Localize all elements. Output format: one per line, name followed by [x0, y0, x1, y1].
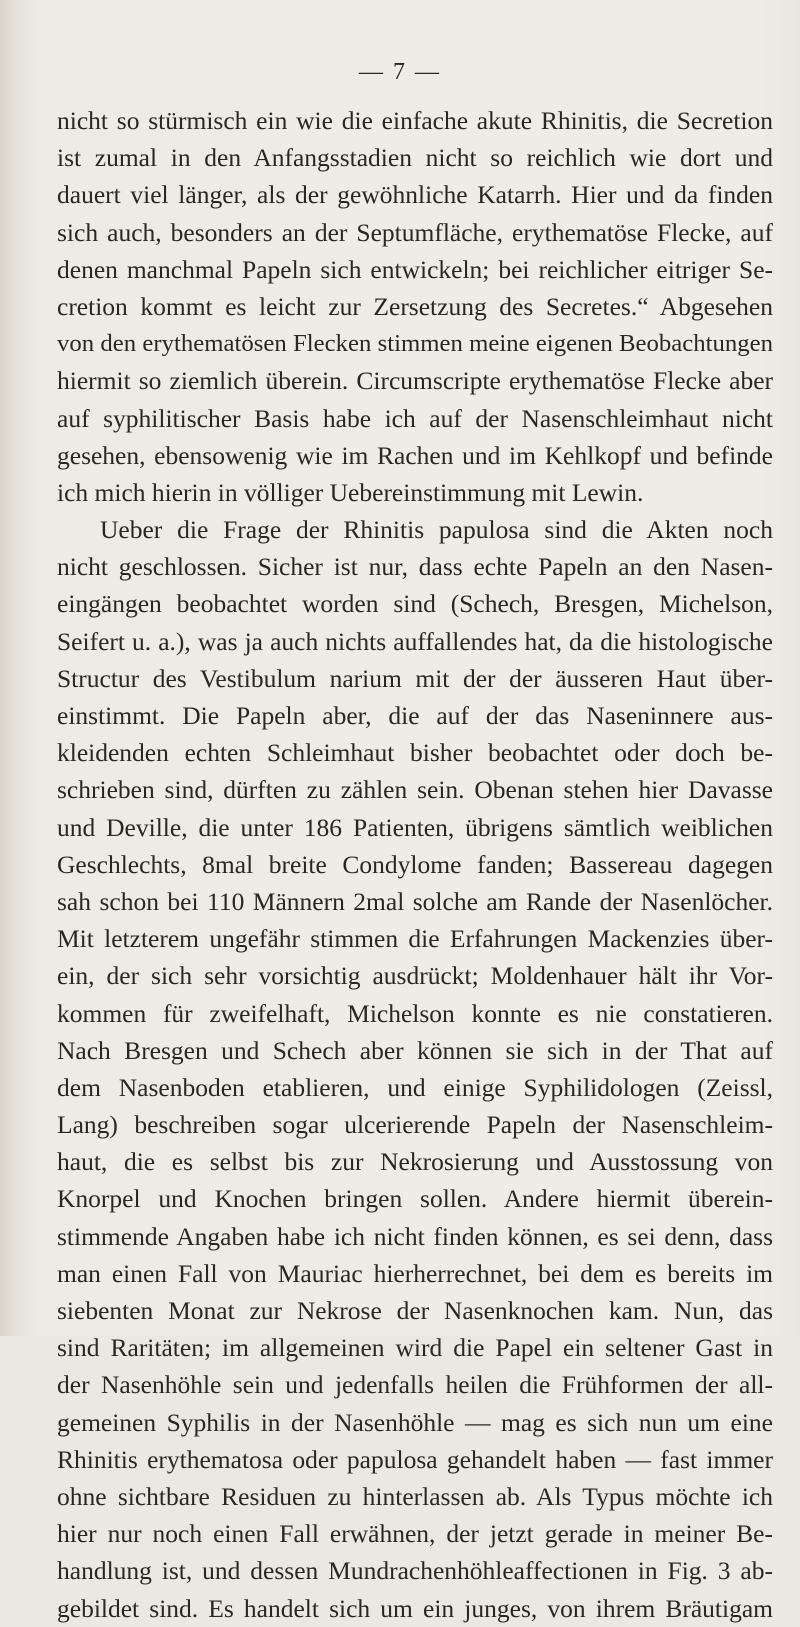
text-line: sah schon bei 110 Männern 2mal solche am Rande der Nasenlöcher.	[57, 886, 773, 916]
text-line: cretion kommt es leicht zur Zersetzung des Secretes.“ Abgesehen	[57, 291, 773, 321]
text-line: handlung ist, und dessen Mundrachenhöhleaffectionen in Fig. 3 ab-	[57, 1556, 773, 1586]
text-line: eingängen beobachtet worden sind (Schech, Bresgen, Michelson,	[57, 589, 773, 619]
text-line: gebildet sind. Es handelt sich um ein junges, von ihrem Bräutigam	[57, 1593, 773, 1623]
text-line: ist zumal in den Anfangsstadien nicht so reichlich wie dort und	[57, 143, 773, 173]
text-line: dem Nasenboden etablieren, und einige Syphilidologen (Zeissl,	[57, 1072, 773, 1102]
page-number: — 7 —	[359, 59, 441, 85]
text-line: von den erythematösen Flecken stimmen meine eigenen Beobachtungen	[57, 330, 773, 358]
text-line: stimmende Angaben habe ich nicht finden können, es sei denn, dass	[57, 1221, 773, 1251]
text-line: und Deville, die unter 186 Patienten, übrigens sämtlich weiblichen	[57, 812, 773, 842]
text-line: Mit letzterem ungefähr stimmen die Erfahrungen Mackenzies über-	[57, 924, 773, 954]
text-line: haut, die es selbst bis zur Nekrosierung und Ausstossung von	[57, 1147, 773, 1177]
text-line: Nach Bresgen und Schech aber können sie sich in der That auf	[57, 1035, 773, 1065]
text-line: gesehen, ebensowenig wie im Rachen und im Kehlkopf und befinde	[57, 440, 773, 470]
text-line: kommen für zweifelhaft, Michelson konnte es nie constatieren.	[57, 998, 773, 1028]
text-line: Geschlechts, 8mal breite Condylome fanden; Bassereau dagegen	[57, 849, 773, 879]
text-line: ohne sichtbare Residuen zu hinterlassen ab. Als Typus möchte ich	[57, 1481, 773, 1511]
text-line: Ueber die Frage der Rhinitis papulosa sind die Akten noch	[100, 515, 773, 545]
text-line: kleidenden echten Schleimhaut bisher beobachtet oder doch be-	[57, 738, 773, 768]
text-line: Seifert u. a.), was ja auch nichts auffallendes hat, da die histologische	[57, 626, 773, 656]
text-line: siebenten Monat zur Nekrose der Nasenknochen kam. Nun, das	[57, 1296, 773, 1325]
text-line: nicht so stürmisch ein wie die einfache akute Rhinitis, die Secretion	[57, 106, 773, 135]
text-line: Structur des Vestibulum narium mit der der äusseren Haut über-	[57, 663, 773, 693]
text-line: hiermit so ziemlich überein. Circumscripte erythematöse Flecke aber	[57, 366, 773, 396]
text-line: man einen Fall von Mauriac hierherrechnet, bei dem es bereits im	[57, 1258, 773, 1288]
text-line: Lang) beschreiben sogar ulcerierende Papeln der Nasenschleim-	[57, 1110, 773, 1140]
body-text	[57, 102, 773, 1627]
text-line: dauert viel länger, als der gewöhnliche Katarrh. Hier und da finden	[57, 180, 773, 210]
text-line: gemeinen Syphilis in der Nasenhöhle — mag es sich nun um eine	[57, 1407, 773, 1437]
text-line: sich auch, besonders an der Septumfläche, erythematöse Flecke, auf	[57, 217, 773, 247]
text-line: einstimmt. Die Papeln aber, die auf der das Naseninnere aus-	[57, 701, 773, 730]
text-line: denen manchmal Papeln sich entwickeln; bei reichlicher eitriger Se-	[57, 254, 773, 284]
text-line: sind Raritäten; im allgemeinen wird die Papel ein seltener Gast in	[57, 1333, 773, 1363]
text-line: nicht geschlossen. Sicher ist nur, dass echte Papeln an den Nasen-	[57, 552, 773, 582]
text-line: Rhinitis erythematosa oder papulosa gehandelt haben — fast immer	[57, 1444, 773, 1474]
text-line: Knorpel und Knochen bringen sollen. Andere hiermit überein-	[57, 1184, 773, 1214]
text-line: auf syphilitischer Basis habe ich auf der Nasenschleimhaut nicht	[57, 403, 773, 433]
text-line: der Nasenhöhle sein und jedenfalls heilen die Frühformen der all-	[57, 1370, 773, 1400]
text-line: ich mich hierin in völliger Uebereinstimmung mit Lewin.	[57, 477, 644, 507]
text-line: ein, der sich sehr vorsichtig ausdrückt; Moldenhauer hält ihr Vor-	[57, 961, 773, 991]
text-line: hier nur noch einen Fall erwähnen, der jetzt gerade in meiner Be-	[57, 1519, 773, 1549]
text-line: schrieben sind, dürften zu zählen sein. Obenan stehen hier Davasse	[57, 775, 773, 805]
